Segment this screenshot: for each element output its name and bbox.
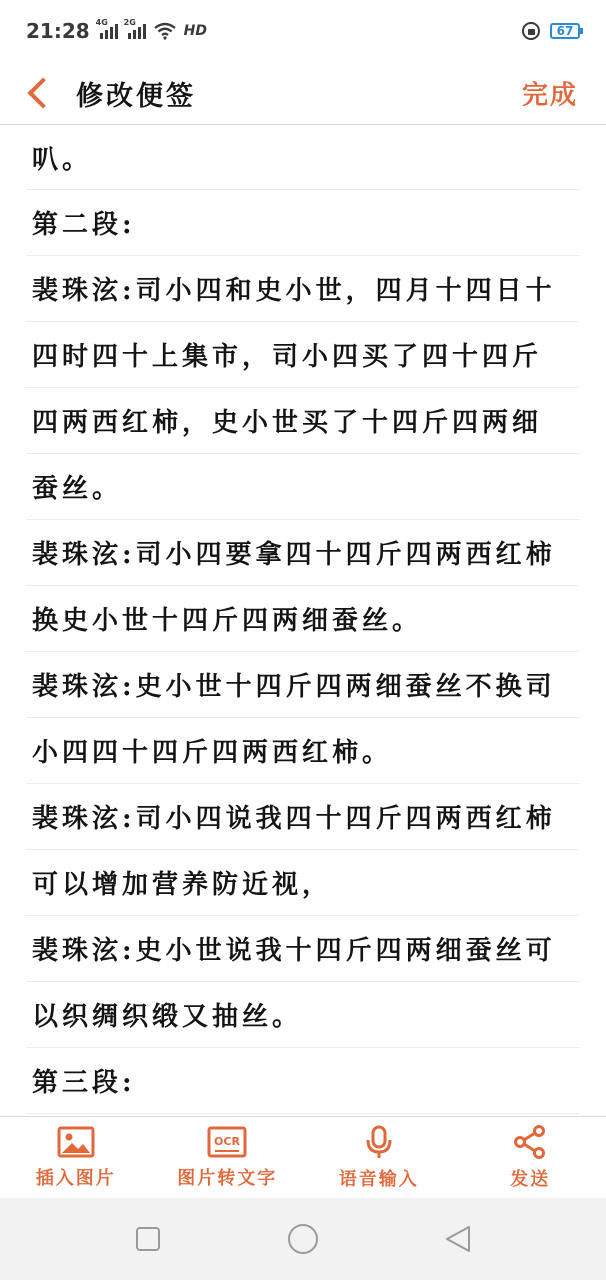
note-line: 第二段: bbox=[26, 190, 580, 256]
page-title: 修改便签 bbox=[76, 80, 196, 112]
send-button[interactable] bbox=[475, 1125, 585, 1191]
status-right bbox=[522, 22, 580, 40]
circle-icon bbox=[287, 1223, 319, 1255]
note-editor[interactable] bbox=[0, 126, 606, 1116]
battery-icon bbox=[550, 23, 580, 39]
network-type-label: 4G bbox=[95, 17, 108, 27]
ocr-icon bbox=[207, 1126, 247, 1158]
microphone-icon bbox=[365, 1125, 393, 1159]
note-line: 四时四十上集市，司小四买了四十四斤 bbox=[26, 322, 580, 388]
note-line: 裴珠泫:史小世十四斤四两细蚕丝不换司 bbox=[26, 652, 580, 718]
done-button[interactable]: 完成 bbox=[521, 80, 578, 111]
image-to-text-button[interactable] bbox=[172, 1126, 282, 1190]
navigation-bar bbox=[0, 1198, 606, 1280]
share-icon bbox=[513, 1125, 547, 1159]
battery-level: 67 bbox=[556, 24, 574, 38]
note-line: 蚕丝。 bbox=[26, 454, 580, 520]
note-line: 裴珠泫:司小四和史小世，四月十四日十 bbox=[26, 256, 580, 322]
note-line: 小四四十四斤四两西红柿。 bbox=[26, 718, 580, 784]
home-button[interactable] bbox=[273, 1209, 333, 1269]
back-chevron-icon[interactable] bbox=[27, 77, 58, 108]
note-line: 可以增加营养防近视， bbox=[26, 850, 580, 916]
note-line: 裴珠泫:史小世说我十四斤四两细蚕丝可 bbox=[26, 916, 580, 982]
signal-4g-icon bbox=[95, 17, 118, 39]
note-line: 叭。 bbox=[26, 126, 580, 190]
note-line: 四两西红柿，史小世买了十四斤四两细 bbox=[26, 388, 580, 454]
note-line: 裴珠泫:司小四要拿四十四斤四两西红柿 bbox=[26, 520, 580, 586]
send-label: 发送 bbox=[510, 1169, 551, 1190]
wifi-icon bbox=[154, 22, 176, 40]
voice-input-button[interactable] bbox=[324, 1125, 434, 1191]
note-line: 第三段: bbox=[26, 1048, 580, 1114]
ocr-badge-text: OCR bbox=[214, 1135, 241, 1148]
triangle-back-icon bbox=[444, 1224, 472, 1254]
note-line: 裴珠泫:司小四说我四十四斤四两西红柿 bbox=[26, 784, 580, 850]
status-bar bbox=[0, 0, 606, 62]
hd-icon: HD bbox=[183, 23, 208, 39]
note-line: 换史小世十四斤四两细蚕丝。 bbox=[26, 586, 580, 652]
voice-input-label: 语音输入 bbox=[338, 1169, 419, 1190]
note-line: 以织绸织缎又抽丝。 bbox=[26, 982, 580, 1048]
back-button[interactable] bbox=[428, 1209, 488, 1269]
status-left bbox=[26, 19, 207, 43]
insert-image-button[interactable] bbox=[21, 1126, 131, 1190]
image-to-text-label: 图片转文字 bbox=[177, 1168, 278, 1189]
rotation-lock-icon bbox=[522, 22, 540, 40]
status-time: 21:28 bbox=[26, 19, 90, 43]
app-header bbox=[0, 62, 606, 125]
insert-image-label: 插入图片 bbox=[35, 1168, 116, 1189]
square-icon bbox=[135, 1226, 161, 1252]
image-icon bbox=[57, 1126, 95, 1158]
signal-2g-icon bbox=[123, 17, 146, 39]
network-type-label-2: 2G bbox=[123, 17, 136, 27]
recent-apps-button[interactable] bbox=[118, 1209, 178, 1269]
bottom-toolbar bbox=[0, 1116, 606, 1199]
